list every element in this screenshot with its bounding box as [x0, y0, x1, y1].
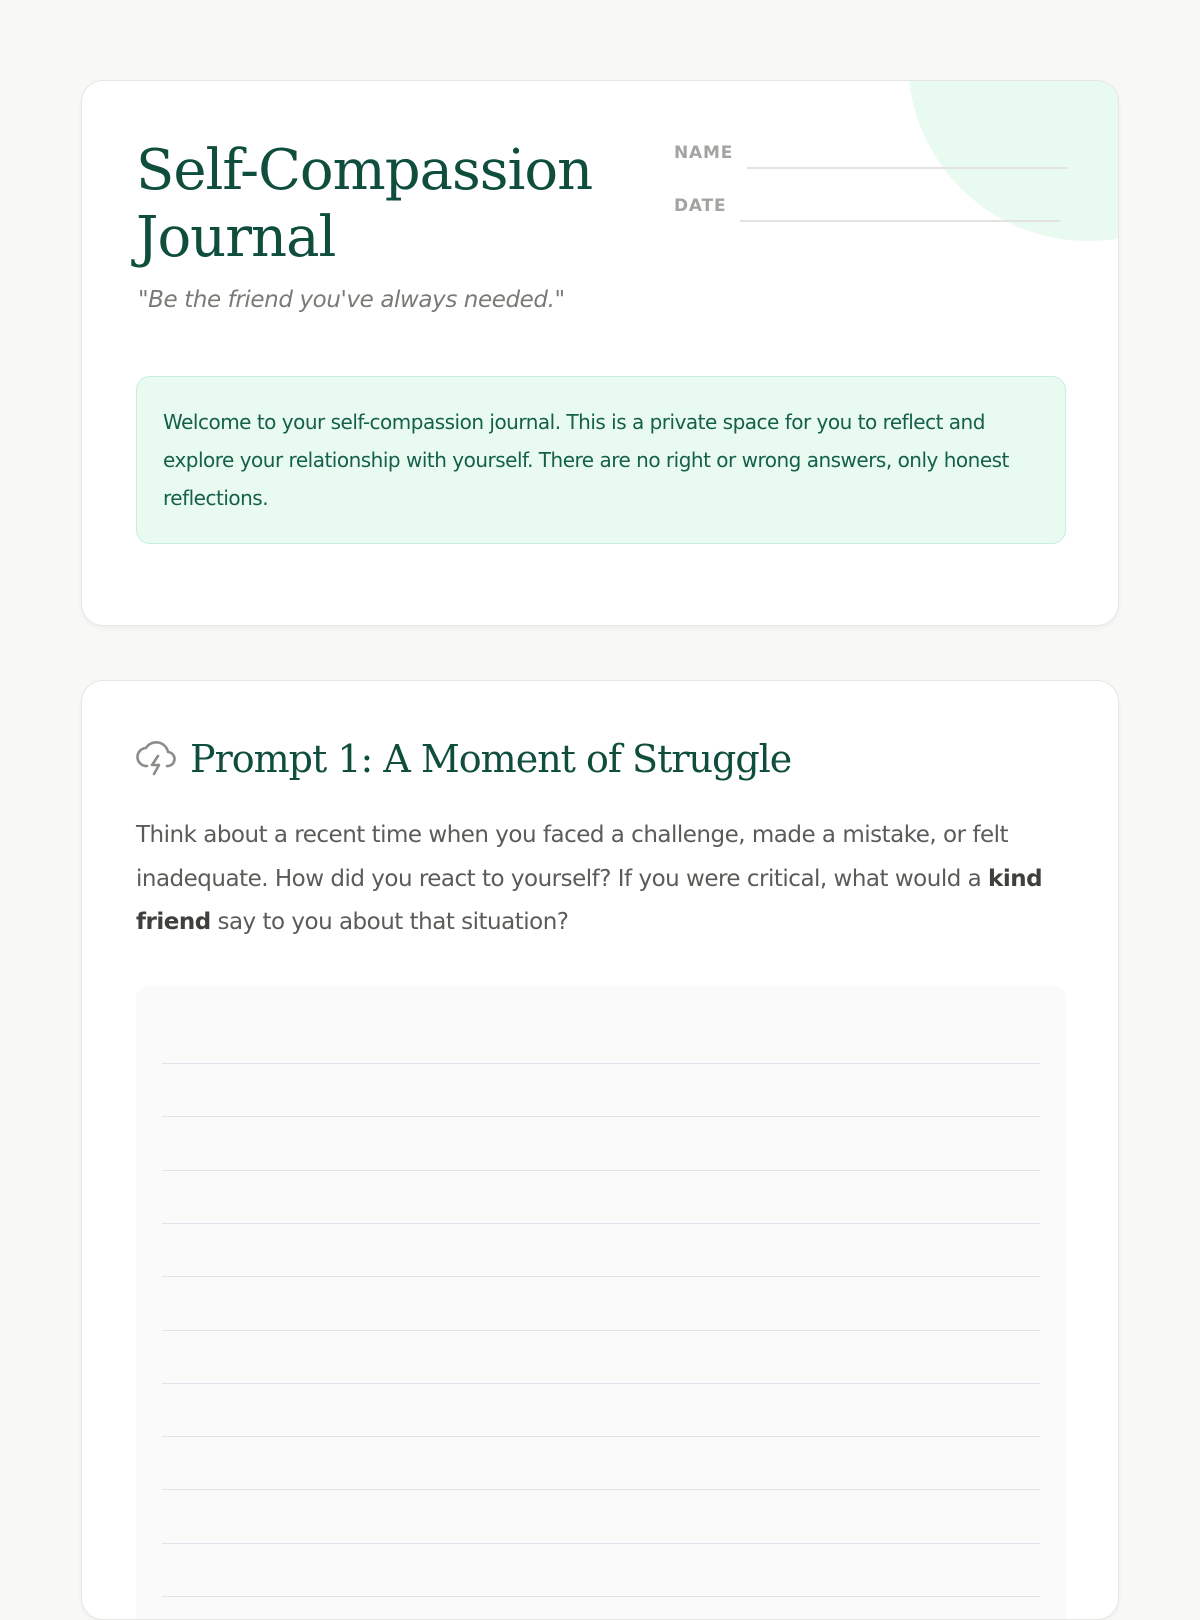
- writing-line: [162, 1063, 1040, 1064]
- name-label: NAME: [674, 143, 734, 163]
- writing-line: [162, 1383, 1040, 1384]
- title-line-1: Self-Compassion: [136, 138, 593, 203]
- writing-line: [162, 1489, 1040, 1490]
- prompt-heading: [136, 737, 791, 781]
- tagline: "Be the friend you've always needed.": [138, 287, 565, 313]
- writing-line: [162, 1436, 1040, 1437]
- prompt-1-card: [81, 680, 1119, 1620]
- prompt-text-emphasis: kind friend: [136, 865, 1043, 935]
- page-title: [136, 137, 592, 271]
- writing-line: [162, 1276, 1040, 1277]
- welcome-text: Welcome to your self-compassion journal. This is a private space for you to reflect and explore your relationship with yourself. There are no right or wrong answers, only honest reflections.: [163, 410, 1009, 510]
- name-field[interactable]: [747, 143, 1067, 169]
- writing-line: [162, 1596, 1040, 1597]
- writing-line: [162, 1330, 1040, 1331]
- prompt-text-start: Think about a recent time when you faced a challenge, made a mistake, or felt inadequate. How did you react to yourself? If you were critical, what would a: [136, 822, 1008, 892]
- name-field-row: [674, 143, 1067, 169]
- prompt-description: [136, 814, 1076, 945]
- prompt-text-end: say to you about that situation?: [210, 909, 569, 935]
- journal-header-card: [81, 80, 1119, 626]
- prompt-title: Prompt 1: A Moment of Struggle: [190, 737, 792, 781]
- date-field[interactable]: [740, 196, 1060, 222]
- writing-line: [162, 1223, 1040, 1224]
- date-field-row: [674, 196, 1060, 222]
- writing-line: [162, 1543, 1040, 1544]
- writing-line: [162, 1170, 1040, 1171]
- writing-line: [162, 1116, 1040, 1117]
- date-label: DATE: [674, 196, 727, 216]
- cloud-lightning-icon: [136, 739, 176, 779]
- title-line-2: Journal: [136, 205, 336, 270]
- welcome-box: [136, 376, 1066, 544]
- answer-writing-area[interactable]: [136, 986, 1066, 1620]
